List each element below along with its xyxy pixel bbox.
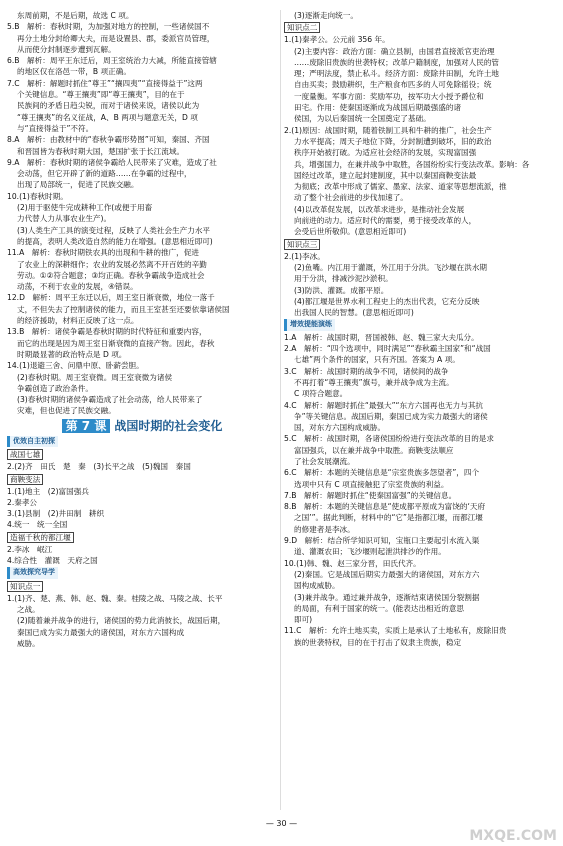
answer-line: (4)以改革促发展，以改革求进步，是推动社会发展 xyxy=(294,204,465,214)
answer-line: 族的世袭特权，目的在于打击了奴隶主贵族，稳定 xyxy=(294,637,462,647)
answer-line: C 项符合题意。 xyxy=(294,389,348,399)
answer-line: 国，对东方六国构成威胁。 xyxy=(294,423,386,433)
answer-line: 威胁。 xyxy=(17,638,40,648)
boxed-subheading-row xyxy=(7,448,277,461)
answer-line: 为彻底；改革中形成了儒家、墨家、法家、道家等思想流派，推 xyxy=(294,182,507,192)
answer-line: 9.D 解析：结合所学知识可知，宝瓶口主要起引水流入渠 xyxy=(284,536,480,546)
answer-line: 即可) xyxy=(294,615,313,625)
answer-line: 七雄”两个条件的国家，只有齐国。答案为 A 项。 xyxy=(294,355,460,365)
answer-line: 争”等关键信息。战国后期，秦国已成为实力最强大的诸侯 xyxy=(294,411,488,421)
watermark-logo: MXQE.COM xyxy=(469,827,557,844)
answer-line: ……废除旧贵族的世袭特权；改革户籍制度，加强对人民的管 xyxy=(294,57,500,67)
answer-line: 11.A 解析：春秋时期铁农具的出现和牛耕的推广，促进 xyxy=(7,248,199,258)
boxed-subheading-row xyxy=(7,473,277,486)
answer-line: 2.(2)齐 田氏 楚 秦 (3)长平之战 (5)魏国 秦国 xyxy=(7,462,191,472)
answer-line: 田宅。作用：使秦国逐渐成为战国后期最强盛的诸 xyxy=(294,103,462,113)
answer-line: 5.C 解析：战国时期，各诸侯国纷纷进行变法改革的目的是求 xyxy=(284,434,494,444)
answer-line: 理；严明法度，禁止私斗。经济方面：废除井田制，允许土地 xyxy=(294,69,500,79)
answer-line: 个关键信息。“尊王攘夷”即“尊王攘夷”，目的在于 xyxy=(17,90,185,100)
answer-line: 会受后世所敬仰。(意思相近即可) xyxy=(294,227,407,237)
answer-line: 争霸创造了政治条件。 xyxy=(17,383,93,393)
answer-line: (3)人类生产工具的演变过程，反映了人类社会生产力水平 xyxy=(17,225,211,235)
answer-line: 和晋国皆为春秋时期大国，楚国扩张于长江流域。 xyxy=(17,146,185,156)
answer-line: 的局面，有利于国家的统一。(能表达出相近的意思 xyxy=(294,603,465,613)
boxed-subheading: 知识点一 xyxy=(7,581,43,592)
answer-line: 之国’”。据此判断，材料中的“它”是指都江堰，而都江堰 xyxy=(294,513,483,523)
answer-line: 会动荡，但它开辟了新的道路……在争霸的过程中， xyxy=(17,169,192,179)
answer-line: 秩序开始被打破。为适应社会经济的发展，实现富国强 xyxy=(294,148,477,158)
answer-line: (2)春秋时期。周王室衰微。周王室衰微为诸侯 xyxy=(17,372,173,382)
answer-line: 力代替人力从事农业生产)。 xyxy=(17,214,112,224)
answer-line: (3)春秋时期的诸侯争霸造成了社会动荡，给人民带来了 xyxy=(17,395,203,405)
answer-line: 从而使分封制逐步遭到瓦解。 xyxy=(17,44,116,54)
answer-line: 了社会发展潮流。 xyxy=(294,456,355,466)
answer-line: 丈，不但失去了控制诸侯的能力，而且王室甚至还要依靠诸侯国 xyxy=(17,304,230,314)
left-column xyxy=(7,10,277,649)
answer-line: 8.A 解析：由教材中的“春秋争霸形势图”可知，秦国、齐国 xyxy=(7,135,210,145)
answer-line: 1.(1)齐、楚、燕、韩、赵、魏、秦。桂陵之战、马陵之战、长平 xyxy=(7,593,223,603)
page-number: — 30 — xyxy=(265,819,298,828)
answer-line: (2)用于驱使牛完成耕种工作(或便于用畜 xyxy=(17,203,153,213)
answer-line: 3.(1)县制 (2)井田制 耕织 xyxy=(7,509,105,519)
answer-line: 的修建者是李冰。 xyxy=(294,524,355,534)
answer-line: 时期最显著的政治特点是 D 项。 xyxy=(17,349,127,359)
answer-line: 4.综合性 灌溉 天府之国 xyxy=(7,556,98,566)
answer-line: 13.B 解析：诸侯争霸是春秋时期的时代特征和重要内容， xyxy=(7,327,207,337)
answer-line: 的经济援助，材料正反映了这一点。 xyxy=(17,316,139,326)
answer-line: 选项中只有 C 项直接触犯了宗室贵族的利益。 xyxy=(294,479,449,489)
answer-line: 1.(1)地主 (2)富国强兵 xyxy=(7,486,89,496)
answer-line: 东周前期，不是后期，故选 C 项。 xyxy=(17,11,134,20)
boxed-subheading-row xyxy=(284,238,552,251)
answer-line: 而它的出现是因为周王室日渐衰微的直接产物。因此，春秋 xyxy=(17,338,215,348)
answer-line: 用于分洪，排减沙泥沙淤积。 xyxy=(294,274,393,284)
boxed-subheading-row xyxy=(284,21,552,34)
answer-line: 国构成威胁。 xyxy=(294,581,340,591)
answer-line: 兵，增强国力，在兼并战争中取胜，各国纷纷实行变法改革。影响：各 xyxy=(294,159,530,169)
lesson-number: 第 7 课 xyxy=(62,419,111,433)
boxed-subheading: 知识点二 xyxy=(284,22,320,33)
answer-line: 自由买卖；鼓励耕织，生产粮食布匹多的人可免除徭役；统 xyxy=(294,80,492,90)
answer-line: 2.(1)李冰。 xyxy=(284,251,325,261)
section-banner: 优效自主初探 xyxy=(7,436,58,447)
answer-line: 的地区仅在洛邑一带，B 项正确。 xyxy=(17,67,131,77)
answer-line: 3.C 解析：战国时期的战争不同，诸侯间的战争 xyxy=(284,366,449,376)
answer-line: 侯国，为以后秦国统一全国奠定了基础。 xyxy=(294,114,431,124)
answer-line: 之战。 xyxy=(17,604,40,614)
answer-line: 7.B 解析：解题时抓住“使秦国富强”的关键信息。 xyxy=(284,490,457,500)
answer-line: 不再打着“尊王攘夷”旗号，兼并战争成为主流。 xyxy=(294,377,454,387)
boxed-subheading-row xyxy=(7,580,277,593)
answer-line: 出现了局部统一，促进了民族交融。 xyxy=(17,180,139,190)
answer-line: 秦国已成为实力最强大的诸侯国，对东方六国构成 xyxy=(17,627,185,637)
answer-line: 8.B 解析：本题的关键信息是“使成都平原成为富饶的‘天府 xyxy=(284,502,486,512)
answer-line: 5.B 解析：春秋时期，为加强对地方的控制，一些诸侯国不 xyxy=(7,22,210,32)
answer-line: 了农业上的深耕细作；农业的发展必然离不开百姓的辛勤 xyxy=(17,259,207,269)
answer-line: “尊王攘夷”的名义征战，A、B 两项与题意无关，D 项 xyxy=(17,112,198,122)
answer-line: 富国强兵，以在兼并战争中取胜。商鞅变法顺应 xyxy=(294,445,454,455)
answer-line: (3)兼并战争。通过兼并战争，逐渐结束诸侯国分裂割据 xyxy=(294,592,480,602)
answer-line: 道、灌溉农田；飞沙堰则起泄洪排沙的作用。 xyxy=(294,547,446,557)
answer-line: (2)随着兼并战争的进行，诸侯国的势力此消彼长，战国后期， xyxy=(17,616,226,626)
answer-line: (2)主要内容：政治方面：确立县制，由国君直接派官吏治理 xyxy=(294,46,495,56)
answer-line: 国经过改革，建立起封建制度，其中以秦国商鞅变法最 xyxy=(294,170,477,180)
answer-line: (2)鱼嘴。内江用于灌溉，外江用于分洪。飞沙堰在洪水期 xyxy=(294,262,488,272)
answer-line: 一度量衡。军事方面：奖励军功，按军功大小授予爵位和 xyxy=(294,91,484,101)
answer-line: 14.(1)退避三舍、问鼎中原、卧薪尝胆。 xyxy=(7,361,144,371)
section-banner: 高效探究导学 xyxy=(7,567,58,578)
answer-line: 1.A 解析：战国时期，晋国被韩、赵、魏三家大夫瓜分。 xyxy=(284,332,479,342)
column-divider xyxy=(280,10,281,810)
answer-line: 1.(1)秦孝公。公元前 356 年。 xyxy=(284,35,390,45)
answer-line: (3)逐渐走向统一。 xyxy=(294,11,358,20)
answer-line: 2.(1)原因：战国时期，随着铁制工具和牛耕的推广，社会生产 xyxy=(284,125,492,135)
answer-line: 动荡，不利于农业的发展，④错误。 xyxy=(17,282,138,292)
answer-line: 出我国人民的智慧。(意思相近即可) xyxy=(294,308,414,318)
answer-line: 7.C 解析：解题时抓住“尊王”“攘四夷”“直接得益于”这两 xyxy=(7,78,203,88)
answer-line: 2.李冰 岷江 xyxy=(7,544,53,554)
answer-line: 12.D 解析：周平王东迁以后，周王室日渐衰微，地位一落千 xyxy=(7,293,215,303)
answer-line: 2.秦孝公 xyxy=(7,497,38,507)
boxed-subheading-row xyxy=(7,531,277,544)
answer-line: 的提高，表明人类改造自然的能力在增强。(意思相近即可) xyxy=(17,236,213,246)
answer-line: 11.C 解析：允许土地买卖，实质上是承认了土地私有，废除旧贵 xyxy=(284,626,507,636)
answer-line: 4.C 解析：解题时抓住“最强大”“东方六国再也无力与其抗 xyxy=(284,400,484,410)
answer-line: 6.B 解析：周平王东迁后，周王室统治力大减，所能直接管辖 xyxy=(7,56,217,66)
lesson-title xyxy=(7,418,277,433)
answer-line: 力水平提高；周天子地位下降，分封制遭到破坏，旧的政治 xyxy=(294,136,492,146)
answer-line: 2.A 解析：“四个选项中，同时满足”“春秋霸主国家”和“战国 xyxy=(284,344,491,354)
right-column xyxy=(284,10,552,648)
boxed-subheading: 造福千秋的都江堰 xyxy=(7,532,74,543)
answer-line: (3)防洪、灌溉。成都平原。 xyxy=(294,285,389,295)
answer-line: 10.(1)春秋时期。 xyxy=(7,191,68,201)
answer-line: 再分土地分封给卿大夫，而是设置县、郡，委派官员管理， xyxy=(17,33,215,43)
answer-line: 民族间的矛盾日趋尖锐，而对于诸侯来说，诸侯以此为 xyxy=(17,101,200,111)
answer-line: 9.A 解析：春秋时期的诸侯争霸给人民带来了灾难，造成了社 xyxy=(7,157,217,167)
answer-line: 向前进的动力。适应时代的需要，勇于接受改革的人， xyxy=(294,216,477,226)
lesson-title-text: 战国时期的社会变化 xyxy=(114,418,223,433)
answer-line: 4.统一 统一全国 xyxy=(7,520,68,530)
answer-line: 10.(1)韩、魏、赵三家分晋，田氏代齐。 xyxy=(284,558,421,568)
answer-line: (4)都江堰是世界水利工程史上的杰出代表，它充分反映 xyxy=(294,296,480,306)
answer-line: 动了整个社会前进的步伐加速了。 xyxy=(294,193,408,203)
answer-line: 与“直接得益于”不符。 xyxy=(17,123,94,133)
answer-line: (2)秦国。它是战国后期实力最强大的诸侯国，对东方六 xyxy=(294,569,480,579)
answer-line: 劳动。①②符合题意；③均正确。春秋争霸战争造成社会 xyxy=(17,270,205,280)
answer-line: 6.C 解析：本题的关键信息是“宗室贵族多怨望者”，四个 xyxy=(284,468,480,478)
answer-line: 灾难，但也促进了民族交融。 xyxy=(17,406,116,416)
boxed-subheading: 战国七雄 xyxy=(7,449,43,460)
boxed-subheading: 知识点三 xyxy=(284,239,320,250)
boxed-subheading: 商鞅变法 xyxy=(7,474,43,485)
section-banner: 增效提能演练 xyxy=(284,319,335,330)
